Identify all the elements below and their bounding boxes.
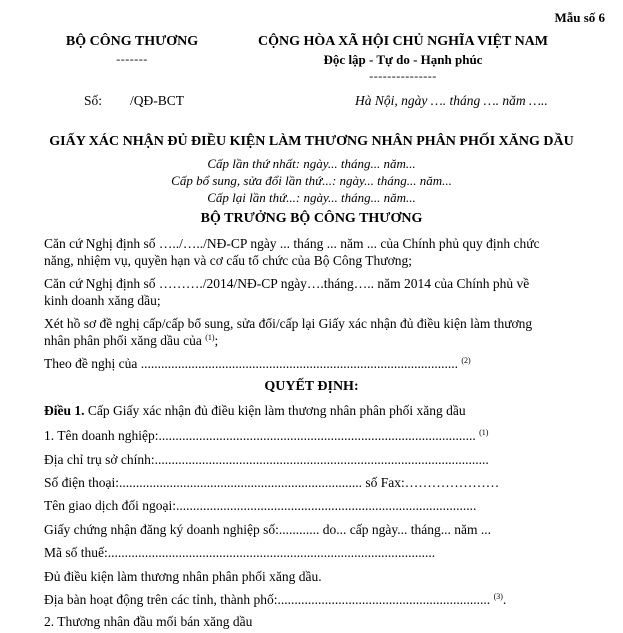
basis-3-text: nhân phân phối xăng dầu của [44, 333, 202, 348]
footnote-1: (1) [205, 333, 215, 342]
doc-number-suffix: /QĐ-BCT [130, 93, 184, 108]
decision-heading: QUYẾT ĐỊNH: [264, 379, 359, 394]
article-1-text: Cấp Giấy xác nhận đủ điều kiện làm thương nhân phân phối xăng dầu [84, 403, 466, 418]
country-name: CỘNG HÒA XÃ HỘI CHỦ NGHĨA VIỆT NAM [257, 34, 548, 49]
revision-reissued: Cấp lại lần thứ...: ngày... tháng... năm... [207, 190, 416, 205]
field-foreign-name: Tên giao dịch đối ngoại:......................................................................................... [44, 498, 477, 513]
basis-2-line-1: Căn cứ Nghị định số ………./2014/NĐ-CP ngày….tháng….. năm 2014 của Chính phủ về [44, 276, 530, 291]
company-name-text: 1. Tên doanh nghiệp:.............................................................................................. [44, 428, 476, 443]
area-end: . [502, 592, 507, 607]
field-area [44, 592, 506, 608]
section-2-heading: 2. Thương nhân đầu mối bán xăng dầu [44, 614, 253, 629]
motto-underline: --------------- [369, 69, 437, 83]
doc-number-label: Số: [84, 93, 103, 108]
basis-3-end: ; [214, 333, 219, 348]
revision-amended: Cấp bổ sung, sửa đổi lần thứ...: ngày... tháng... năm... [171, 173, 452, 188]
basis-4 [44, 356, 471, 372]
basis-1-line-2: năng, nhiệm vụ, quyền hạn và cơ cấu tổ chức của Bộ Công Thương; [44, 253, 412, 268]
field-tax-code: Mã số thuế:................................................................................................. [44, 545, 436, 560]
basis-4-text: Theo đề nghị của .............................................................................................. [44, 356, 458, 371]
field-company-name [44, 428, 488, 444]
document-title: GIẤY XÁC NHẬN ĐỦ ĐIỀU KIỆN LÀM THƯƠNG NHÂN PHÂN PHỐI XĂNG DẦU [49, 134, 574, 149]
article-1 [44, 403, 466, 419]
area-text: Địa bàn hoạt động trên các tỉnh, thành phố:............................................................... [44, 592, 491, 607]
field-eligible: Đủ điều kiện làm thương nhân phân phối xăng dầu. [44, 569, 322, 584]
footnote-2: (2) [461, 356, 471, 365]
form-number: Mẫu số 6 [554, 10, 605, 25]
motto: Độc lập - Tự do - Hạnh phúc [323, 52, 483, 67]
authority-heading: BỘ TRƯỞNG BỘ CÔNG THƯƠNG [200, 211, 423, 226]
footnote-1b: (1) [479, 428, 489, 437]
field-address: Địa chỉ trụ sở chính:................................................................................................... [44, 452, 489, 467]
basis-1-line-1: Căn cứ Nghị định số …../…../NĐ-CP ngày ... tháng ... năm ... của Chính phủ quy định chức [44, 236, 540, 251]
basis-3-line-2 [44, 333, 218, 349]
field-registration: Giấy chứng nhận đăng ký doanh nghiệp số:............ do... cấp ngày... tháng... năm ... [44, 522, 491, 537]
field-phone-fax: Số điện thoại:........................................................................ số Fax:………………… [44, 475, 500, 490]
footnote-3: (3) [493, 592, 503, 601]
ministry-underline: ------- [116, 52, 148, 66]
place-date: Hà Nội, ngày …. tháng …. năm ….. [355, 93, 548, 108]
revision-first: Cấp lần thứ nhất: ngày... tháng... năm... [207, 156, 416, 171]
basis-2-line-2: kinh doanh xăng dầu; [44, 293, 161, 308]
basis-3-line-1: Xét hồ sơ đề nghị cấp/cấp bổ sung, sửa đổi/cấp lại Giấy xác nhận đủ điều kiện làm thương [44, 316, 533, 331]
article-1-label: Điều 1. [44, 403, 85, 418]
ministry-name: BỘ CÔNG THƯƠNG [65, 34, 199, 49]
